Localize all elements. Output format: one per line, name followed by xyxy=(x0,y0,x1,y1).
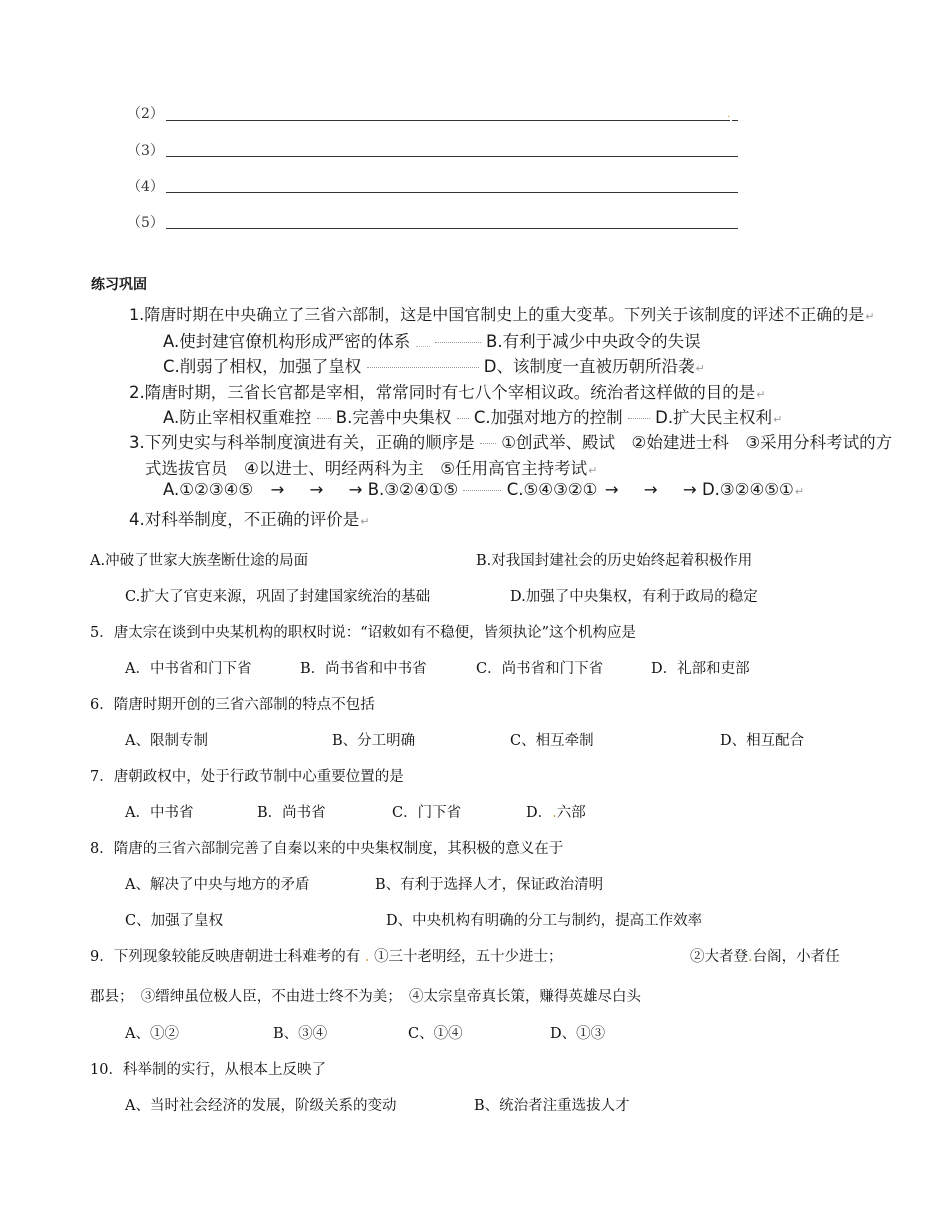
blank-line-3[interactable] xyxy=(166,156,738,157)
blank-line-5[interactable] xyxy=(166,228,738,229)
q7-stem: 7．唐朝政权中，处于行政节制中心重要位置的是 xyxy=(90,769,404,785)
q4-option-d: D.加强了中央集权，有利于政局的稳定 xyxy=(510,589,758,605)
q8-option-d: D、中央机构有明确的分工与制约，提高工作效率 xyxy=(386,913,703,929)
q9-option-c: C、①④ xyxy=(408,1026,463,1042)
q2-option-b: B.完善中央集权 xyxy=(335,408,452,427)
q10-option-a: A、当时社会经济的发展，阶级关系的变动 xyxy=(125,1098,397,1114)
blank-line-4[interactable] xyxy=(166,192,738,193)
blank-label-5: （5） xyxy=(127,215,164,231)
q7-option-a: A．中书省 xyxy=(125,805,194,821)
blank-label-3: （3） xyxy=(127,143,164,159)
q9-option-d: D、①③ xyxy=(550,1026,606,1042)
q7-option-d: D．.六部 xyxy=(526,805,586,821)
q8-stem: 8．隋唐的三省六部制完善了自秦以来的中央集权制度，其积极的意义在于 xyxy=(90,841,564,857)
q1-option-a: A.使封建官僚机构形成严密的体系 xyxy=(163,332,411,351)
q8-option-a: A、解决了中央与地方的矛盾 xyxy=(125,877,310,893)
q6-stem: 6．隋唐时期开创的三省六部制的特点不包括 xyxy=(90,697,375,713)
q6-option-b: B、分工明确 xyxy=(332,733,416,749)
q5-option-b: B．尚书省和中书省 xyxy=(300,661,427,677)
q3-option-b: B.③②④①⑤ xyxy=(367,480,459,499)
q4-stem: 4.对科举制度，不正确的评价是↵ xyxy=(129,510,370,529)
q7-option-b: B．尚书省 xyxy=(257,805,326,821)
blank-line-2-tail xyxy=(732,120,738,121)
q1-options-ab xyxy=(163,328,701,352)
q2-option-d: D.扩大民主权利 xyxy=(655,408,773,427)
q10-stem: 10．科举制的实行，从根本上反映了 xyxy=(90,1062,326,1078)
q1-options-cd: C.削弱了相权，加强了皇权 D、该制度一直被历朝所沿袭↵ xyxy=(163,357,705,376)
q8-option-c: C、加强了皇权 xyxy=(125,913,224,929)
q1-option-c: C.削弱了相权，加强了皇权 xyxy=(163,357,362,376)
q9-stem-line2: 郡县； ③缙绅虽位极人臣，不由进士终不为美； ④太宗皇帝真长策，赚得英雄尽白头 xyxy=(90,989,641,1005)
q2-option-a: A.防止宰相权重难控 xyxy=(163,408,312,427)
q6-option-d: D、相互配合 xyxy=(720,733,805,749)
q5-option-d: D．礼部和吏部 xyxy=(651,661,750,677)
q7-option-c: C．门下省 xyxy=(392,805,462,821)
q4-option-a: A.冲破了世家大族垄断仕途的局面 xyxy=(90,553,309,569)
q9-stem: 9．下列现象较能反映唐朝进士科难考的有 . ①三十老明经，五十少进士； xyxy=(90,949,563,965)
q5-stem: 5．唐太宗在谈到中央某机构的职权时说：“诏敕如有不稳便，皆须执论”这个机构应是 xyxy=(90,625,637,641)
q4-option-c: C.扩大了官吏来源，巩固了封建国家统治的基础 xyxy=(125,589,431,605)
q6-option-c: C、相互牵制 xyxy=(510,733,594,749)
blank-mark: . xyxy=(727,106,731,120)
q1-option-d: D、该制度一直被历朝所沿袭 xyxy=(483,357,695,376)
q1-option-b: B.有利于减少中央政令的失误 xyxy=(486,332,701,351)
q2-option-c: C.加强对地方的控制 xyxy=(473,408,623,427)
q3-stem-line2: 式选拔官员 ④以进士、明经两科为主 ⑤任用高官主持考试↵ xyxy=(145,459,598,478)
q3-options: A.①②③④⑤ → → → B.③②④①⑤ C.⑤④③②① → → → D.③②④⑤①↵ xyxy=(163,480,805,499)
q10-option-b: B、统治者注重选拔人才 xyxy=(474,1098,630,1114)
q4-option-b: B.对我国封建社会的历史始终起着积极作用 xyxy=(476,553,753,569)
q8-option-b: B、有利于选择人才，保证政治清明 xyxy=(375,877,604,893)
q9-stem-item2: ②大者登.台阁，小者任 xyxy=(690,949,840,965)
q3-option-d: D.③②④⑤① xyxy=(701,480,794,499)
q2-options: A.防止宰相权重难控 B.完善中央集权 C.加强对地方的控制 D.扩大民主权利↵ xyxy=(163,408,783,427)
q5-option-c: C．尚书省和门下省 xyxy=(476,661,604,677)
q5-option-a: A．中书省和门下省 xyxy=(125,661,252,677)
section-title: 练习巩固 xyxy=(91,277,147,293)
blank-label-4: （4） xyxy=(127,179,164,195)
blank-line-2[interactable] xyxy=(166,120,730,121)
q6-option-a: A、限制专制 xyxy=(125,733,208,749)
q9-option-b: B、③④ xyxy=(273,1026,328,1042)
q3-option-a: A.①②③④⑤ xyxy=(163,480,254,499)
q3-stem-line1: 3.下列史实与科举制度演进有关，正确的顺序是 ①创武举、殿试 ②始建进士科 ③采用分科考试的方 xyxy=(129,433,893,452)
q9-option-a: A、①② xyxy=(125,1026,179,1042)
q3-option-c: C.⑤④③②① xyxy=(506,480,598,499)
q1-stem: 1.隋唐时期在中央确立了三省六部制，这是中国官制史上的重大变革。下列关于该制度的评述不正确的是↵ xyxy=(129,305,875,324)
q2-stem: 2.隋唐时期，三省长官都是宰相，常常同时有七八个宰相议政。统治者这样做的目的是↵ xyxy=(129,383,766,402)
blank-label-2: （2） xyxy=(127,106,164,122)
